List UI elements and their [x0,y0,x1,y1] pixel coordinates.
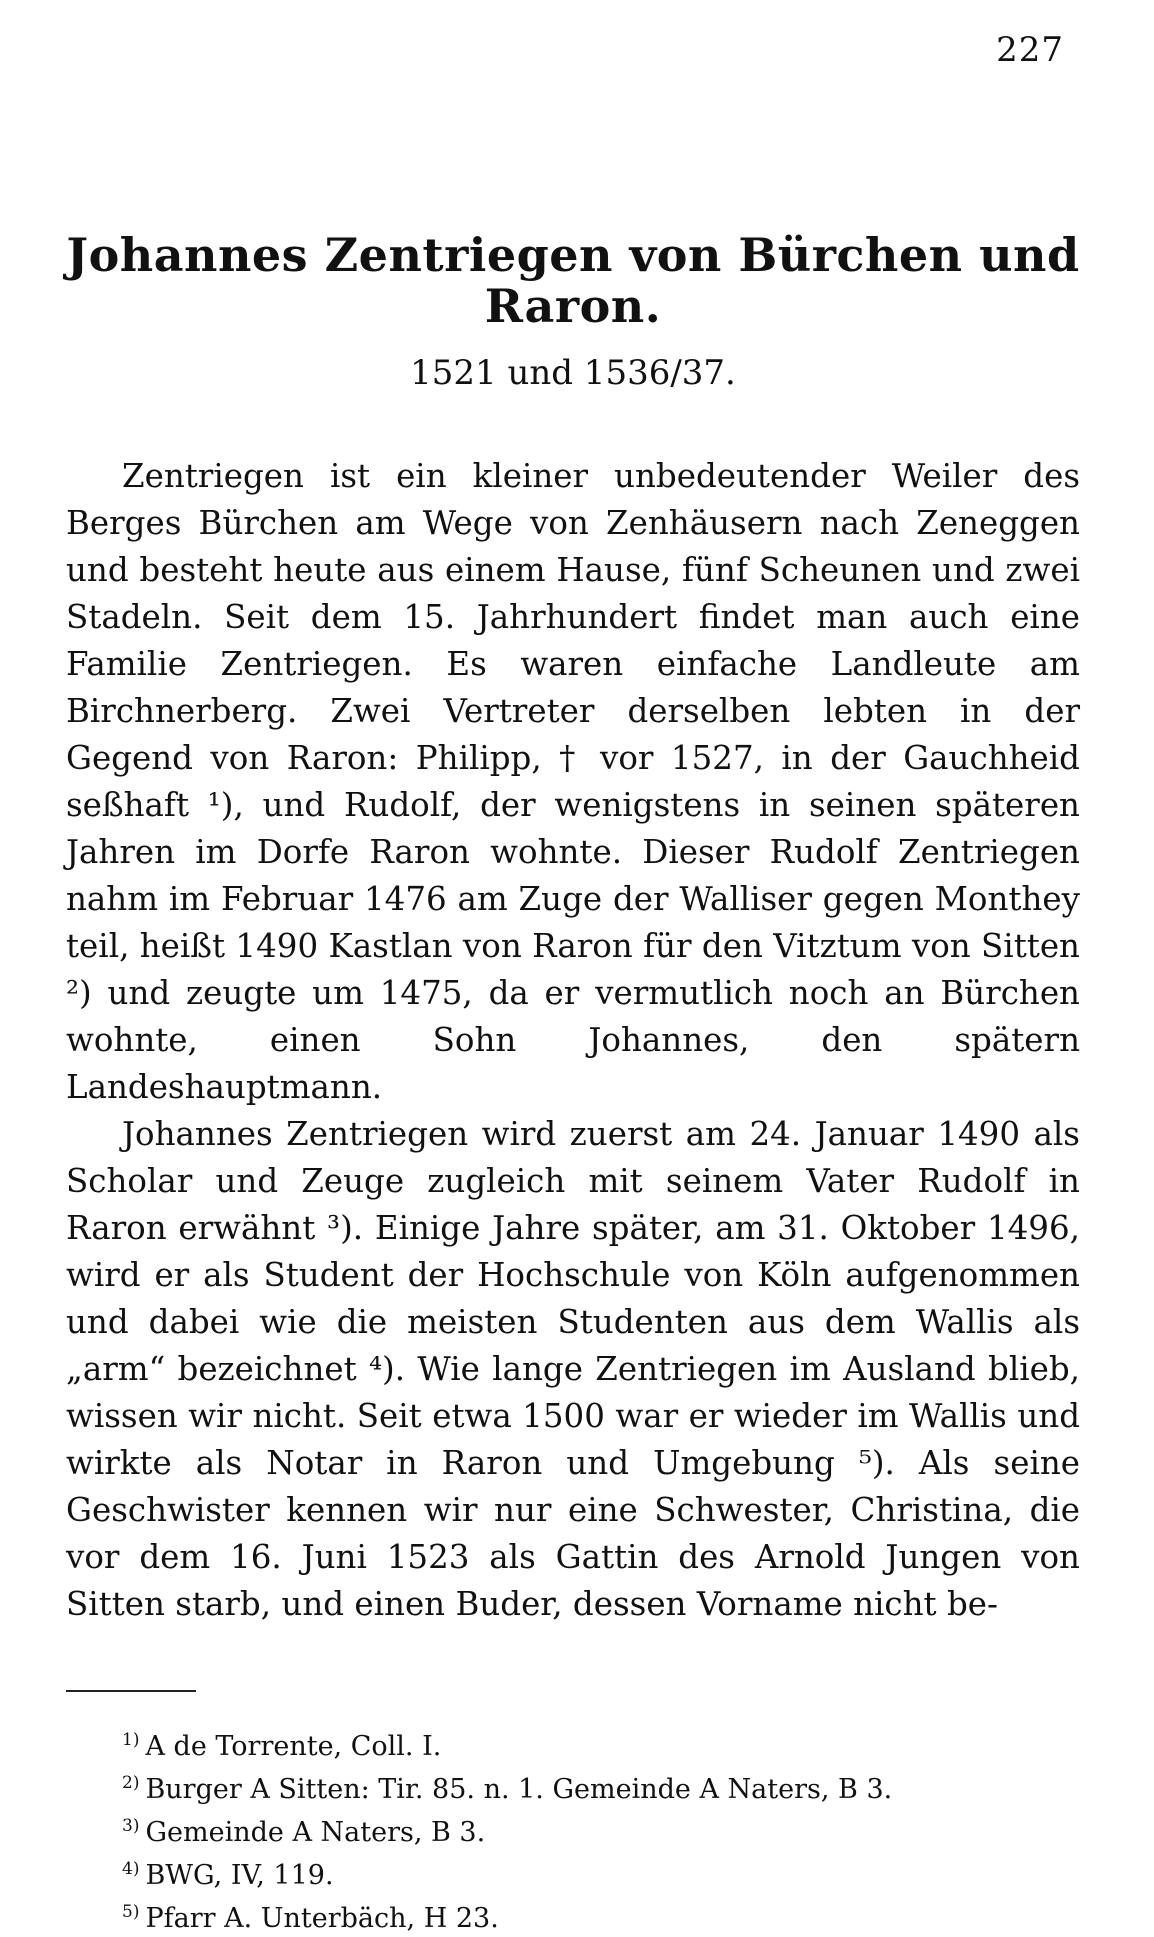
chapter-title: Johannes Zentriegen von Bürchen und Raron. [66,228,1080,333]
footnote-text: A de Torrente, Coll. I. [145,1731,442,1763]
footnote-text: Burger A Sitten: Tir. 85. n. 1. Gemeinde A Naters, B 3. [145,1774,893,1806]
footnote-number: 3) [122,1816,140,1837]
footnote-number: 2) [122,1773,140,1794]
chapter-dates: 1521 und 1536/37. [410,353,736,394]
footnote-3 [122,1808,1080,1851]
footnote-2 [122,1765,1080,1808]
footnote-number: 4) [122,1859,140,1880]
footnote-text: Gemeinde A Naters, B 3. [145,1817,486,1849]
footnote-number: 5) [122,1902,140,1923]
footnote-5 [122,1894,1080,1937]
footnote-text: Pfarr A. Unterbäch, H 23. [145,1903,499,1935]
footnotes [122,1722,1080,1937]
paragraph-1: Zentriegen ist ein kleiner unbedeutender Weiler des Berges Bürchen am Wege von Zenhäusern nach Zeneggen und besteht heute aus einem Hause, fünf Scheunen und zwei Stadeln. Seit dem 15. Jahrhundert findet man auch eine Familie Zentriegen. Es waren einfache Landleute am Birchnerberg. Zwei Vertreter derselben lebten in der Gegend von Raron: Philipp, † vor 1527, in der Gauchheid seßhaft ¹), und Rudolf, der wenigstens in seinen späteren Jahren im Dorfe Raron wohnte. Dieser Rudolf Zentriegen nahm im Februar 1476 am Zuge der Walliser gegen Monthey teil, heißt 1490 Kastlan von Raron für den Vitztum von Sitten ²) und zeugte um 1475, da er vermutlich noch an Bürchen wohnte, einen Sohn Johannes, den spätern Landeshauptmann. [66,457,1080,1107]
footnote-4 [122,1851,1080,1894]
footnote-text: BWG, IV, 119. [145,1860,334,1892]
footnote-number: 1) [122,1730,140,1751]
paragraph-2: Johannes Zentriegen wird zuerst am 24. Januar 1490 als Scholar und Zeuge zugleich mit seinem Vater Rudolf in Raron erwähnt ³). Einige Jahre später, am 31. Oktober 1496, wird er als Student der Hochschule von Köln aufgenommen und dabei wie die meisten Studenten aus dem Wallis als „arm“ bezeichnet ⁴). Wie lange Zentriegen im Ausland blieb, wissen wir nicht. Seit etwa 1500 war er wieder im Wallis und wirkte als Notar in Raron und Umgebung ⁵). Als seine Geschwister kennen wir nur eine Schwester, Christina, die vor dem 16. Juni 1523 als Gattin des Arnold Jungen von Sitten starb, und einen Buder, dessen Vorname nicht be- [66,1115,1080,1624]
footnote-divider [66,1690,196,1692]
page-number: 227 [996,30,1064,70]
body-text [66,453,1080,1628]
footnote-1 [122,1722,1080,1765]
